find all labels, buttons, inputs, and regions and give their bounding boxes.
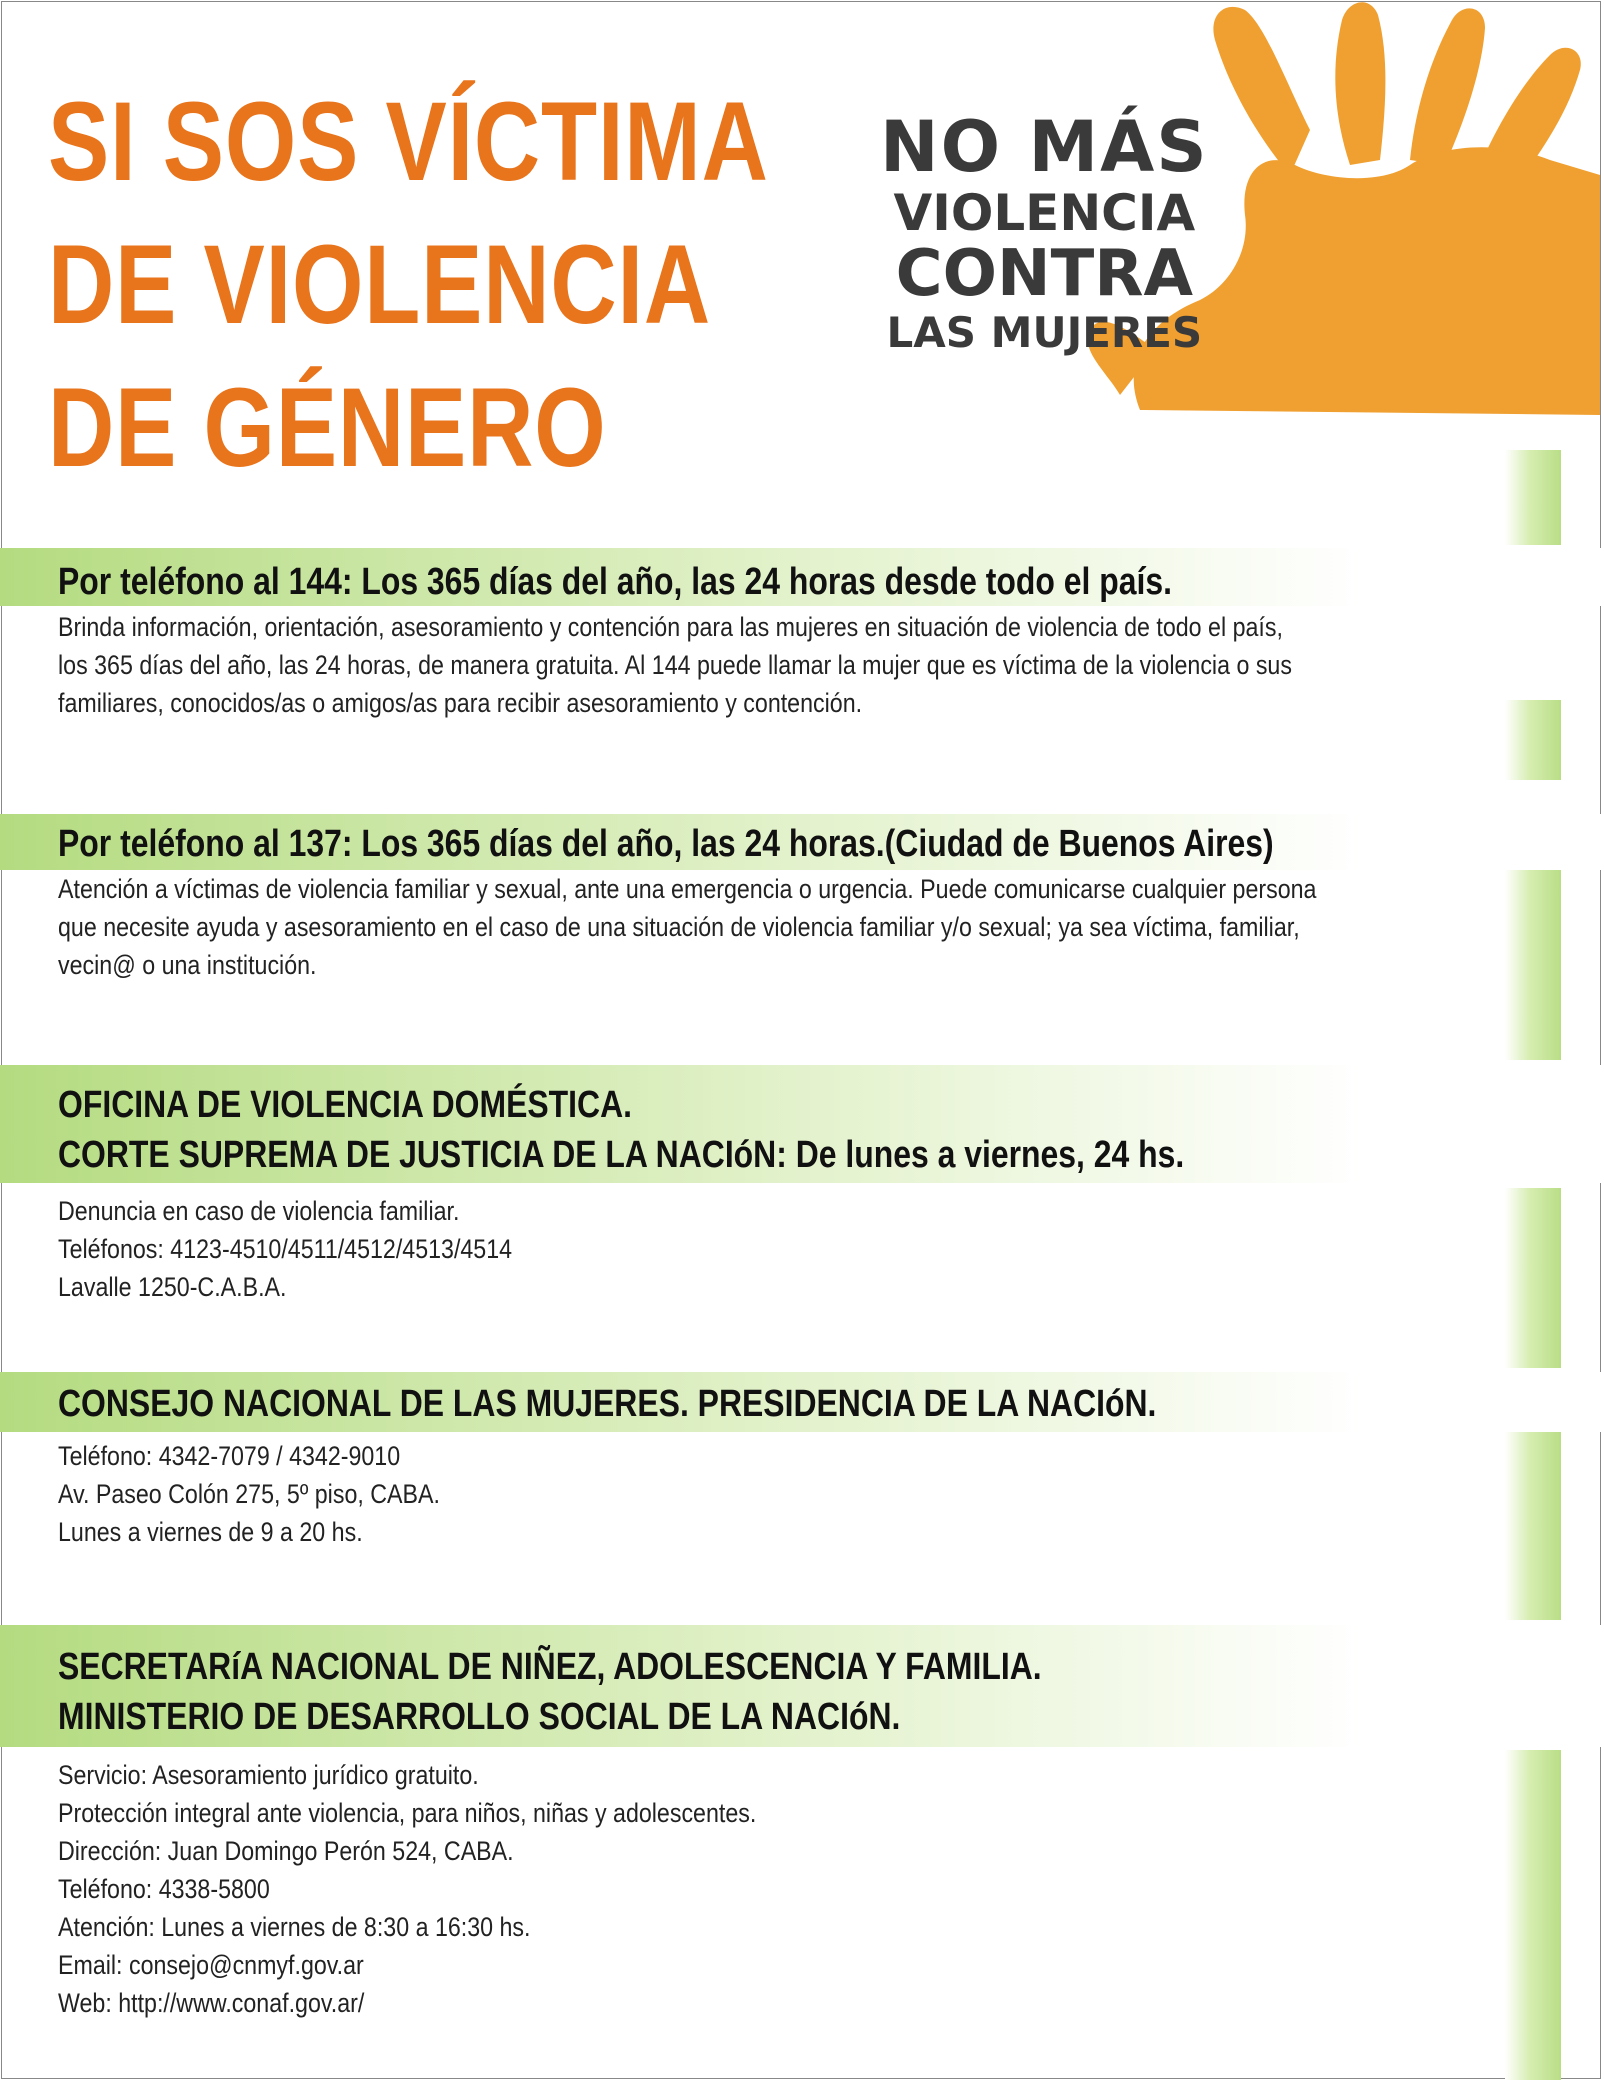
- body-line: Atención a víctimas de violencia familiar y sexual, ante una emergencia o urgencia. Puede comunicarse cualquier persona: [58, 874, 1317, 904]
- section-body: [58, 608, 1292, 722]
- logo-line: VIOLENCIA: [893, 184, 1196, 242]
- section-body: [58, 1756, 756, 2022]
- title-line: OFICINA DE VIOLENCIA DOMÉSTICA.: [58, 1084, 632, 1126]
- section-body: [58, 1192, 512, 1306]
- title-line: CORTE SUPREMA DE JUSTICIA DE LA NACIóN: De lunes a viernes, 24 hs.: [58, 1134, 1185, 1176]
- section-title: CONSEJO NACIONAL DE LAS MUJERES. PRESIDENCIA DE LA NACIóN.: [58, 1383, 1157, 1425]
- body-line: los 365 días del año, las 24 horas, de manera gratuita. Al 144 puede llamar la mujer que es víctima de la violencia o sus: [58, 650, 1292, 680]
- logo-line: CONTRA: [895, 237, 1194, 311]
- side-strip: [1505, 1750, 1561, 2080]
- logo-line: LAS MUJERES: [886, 308, 1203, 357]
- body-line: vecin@ o una institución.: [58, 950, 317, 980]
- title-line: SECRETARíA NACIONAL DE NIÑEZ, ADOLESCENCIA Y FAMILIA.: [58, 1646, 1042, 1688]
- logo-line: NO MÁS: [880, 106, 1209, 188]
- body-line: que necesite ayuda y asesoramiento en el caso de una situación de violencia familiar y/o sexual; ya sea víctima, familiar,: [58, 912, 1300, 942]
- body-line: Atención: Lunes a viernes de 8:30 a 16:30 hs.: [58, 1912, 531, 1942]
- title-line: DE VIOLENCIA: [48, 222, 711, 347]
- section-title: Por teléfono al 144: Los 365 días del año, las 24 horas desde todo el país.: [58, 561, 1173, 603]
- section-title: [58, 1642, 1042, 1742]
- body-line: Teléfonos: 4123-4510/4511/4512/4513/4514: [58, 1234, 513, 1264]
- body-line: Dirección: Juan Domingo Perón 524, CABA.: [58, 1836, 514, 1866]
- body-line: Teléfono: 4338-5800: [58, 1874, 270, 1904]
- side-strip: [1505, 1430, 1561, 1620]
- title-line: MINISTERIO DE DESARROLLO SOCIAL DE LA NACIóN.: [58, 1696, 901, 1738]
- side-strip: [1505, 700, 1561, 780]
- body-line[interactable]: Web: http://www.conaf.gov.ar/: [58, 1988, 365, 2018]
- body-line: Denuncia en caso de violencia familiar.: [58, 1196, 460, 1226]
- body-line: Protección integral ante violencia, para niños, niñas y adolescentes.: [58, 1798, 757, 1828]
- body-line[interactable]: Email: consejo@cnmyf.gov.ar: [58, 1950, 364, 1980]
- section-body: [58, 870, 1316, 984]
- body-line: Teléfono: 4342-7079 / 4342-9010: [58, 1441, 401, 1471]
- title-line: SI SOS VÍCTIMA: [48, 79, 769, 204]
- body-line: Servicio: Asesoramiento jurídico gratuito.: [58, 1760, 479, 1790]
- body-line: familiares, conocidos/as o amigos/as para recibir asesoramiento y contención.: [58, 688, 863, 718]
- section-title: Por teléfono al 137: Los 365 días del año, las 24 horas.(Ciudad de Buenos Aires): [58, 823, 1274, 865]
- section-title: [58, 1080, 1184, 1180]
- section-body: [58, 1437, 440, 1551]
- side-strip: [1505, 1188, 1561, 1368]
- side-strip: [1505, 870, 1561, 1060]
- page-title: [48, 70, 769, 499]
- side-strip: [1505, 450, 1561, 545]
- title-line: DE GÉNERO: [48, 365, 607, 490]
- body-line: Lavalle 1250-C.A.B.A.: [58, 1272, 287, 1302]
- body-line: Brinda información, orientación, asesoramiento y contención para las mujeres en situación de violencia de todo el país,: [58, 612, 1283, 642]
- body-line: Lunes a viernes de 9 a 20 hs.: [58, 1517, 363, 1547]
- logo-text: [880, 106, 1209, 357]
- body-line: Av. Paseo Colón 275, 5º piso, CABA.: [58, 1479, 440, 1509]
